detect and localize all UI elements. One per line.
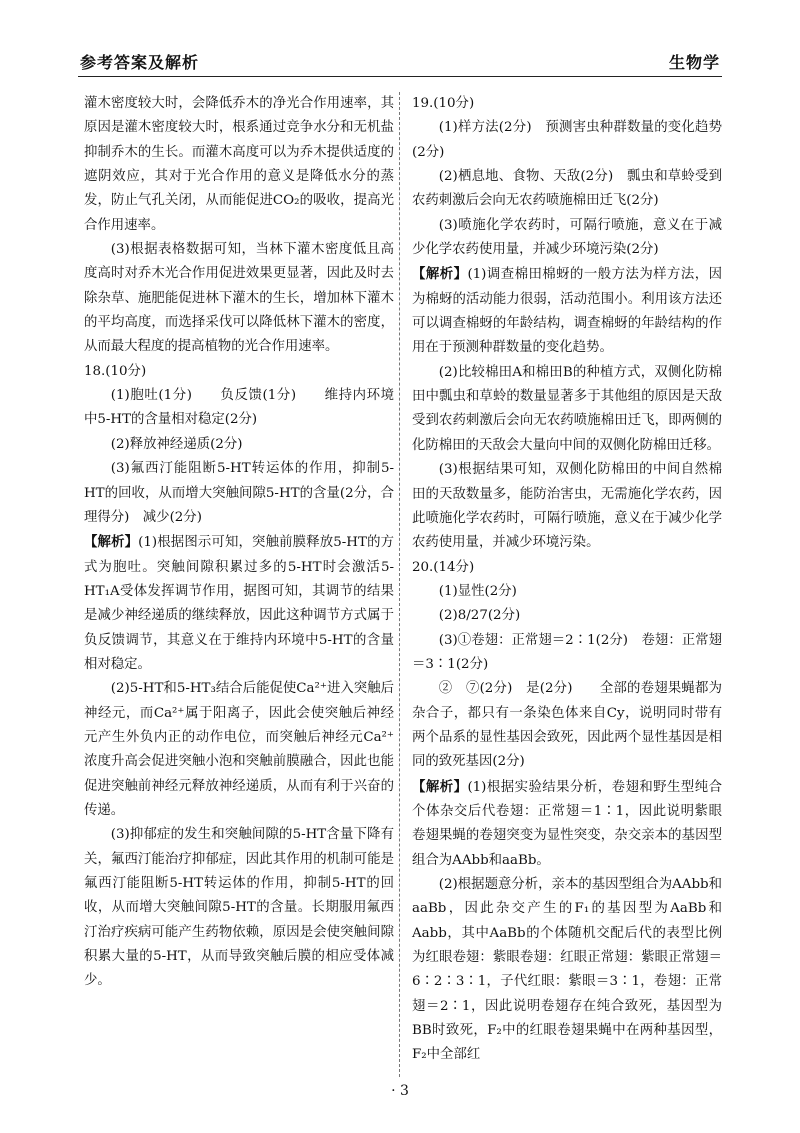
analysis-18-1-text: (1)根据图示可知，突触前膜释放5-HT的方式为胞吐。突触间隙积累过多的5-HT时会激活5-HT₁A受体发挥调节作用，据图可知，其调节的结果是减少神经递质的继续释放，因此这种调节方式属于负反馈调节，其意义在于维持内环境中5-HT的含量相对稳定。 bbox=[84, 535, 394, 672]
answer-19-3: (3)喷施化学农药时，可隔行喷施，意义在于减少化学农药使用量，并减少环境污染(2分) bbox=[412, 217, 722, 258]
answer-18-3: (3)氟西汀能阻断5-HT转运体的作用，抑制5-HT的回收，从而增大突触间隙5-HT的含量(2分，合理得分) 减少(2分) bbox=[84, 461, 394, 525]
page-header bbox=[78, 46, 722, 77]
left-column bbox=[84, 92, 394, 994]
right-column bbox=[412, 92, 722, 1068]
answer-18-2: (2)释放神经递质(2分) bbox=[110, 436, 243, 452]
analysis-18-2: (2)5-HT和5-HT₃结合后能促使Ca²⁺进入突触后神经元，而Ca²⁺属于阳离子，因此会使突触后神经元产生外负内正的动作电位，而突触后神经元Ca²⁺浓度升高会促进突触小泡和突触前膜融合，因此也能促进突触前神经元释放神经递质，从而有利于兴奋的传递。 bbox=[84, 681, 394, 818]
answer-20-3: (3)①卷翅：正常翅＝2∶1(2分) 卷翅：正常翅＝3∶1(2分) bbox=[412, 632, 722, 672]
analysis-19-3: (3)根据结果可知，双侧化防棉田的中间自然棉田的天敌数量多，能防治害虫，无需施化学农药，因此喷施化学农药时，可隔行喷施，意义在于减少化学农药使用量，并减少环境污染。 bbox=[412, 462, 722, 551]
analysis-20-1 bbox=[412, 775, 722, 873]
answer-20-2: (2)8/27(2分) bbox=[438, 608, 521, 624]
analysis-20-1-text: (1)根据实验结果分析，卷翅和野生型纯合个体杂交后代卷翅：正常翅＝1∶1，因此说明紫眼卷翅果蝇的卷翅突变为显性突变，杂交亲本的基因型组合为AAbb和aaBb。 bbox=[412, 779, 723, 868]
column-divider bbox=[399, 92, 400, 1077]
answer-19-1: (1)样方法(2分) 预测害虫种群数量的变化趋势(2分) bbox=[412, 120, 722, 160]
analysis-19-1 bbox=[412, 262, 722, 360]
question-19-heading: 19.(10分) bbox=[412, 96, 475, 111]
answer-20-1: (1)显性(2分) bbox=[438, 583, 517, 599]
question-20-heading: 20.(14分) bbox=[412, 559, 475, 575]
analysis-19-2: (2)比较棉田A和棉田B的种植方式，双侧化防棉田中瓢虫和草蛉的数量显著多于其他组的原因是天敌受到农药刺激后会向无农药喷施棉田迁飞，即两侧的化防棉田的天敌会大量向中间的双侧化防棉田迁移。 bbox=[412, 364, 722, 453]
header-subject: 生物学 bbox=[668, 53, 720, 72]
analysis-tag: 【解析】 bbox=[412, 778, 468, 795]
answer-20-4: ② ⑦(2分) 是(2分) 全部的卷翅果蝇都为杂合子，都只有一条染色体来自Cy，说明同时带有两个品系的显性基因会致死，因此两个显性基因是相同的致死基因(2分) bbox=[412, 681, 722, 770]
paragraph-17-2-answer: 灌木密度较大时，会降低乔木的净光合作用速率，其原因是灌木密度较大时，根系通过竞争水分和无机盐抑制乔木的生长。而灌木高度可以为乔木提供适度的遮阴效应，其对于光合作用的意义是降低水分的蒸发，防止气孔关闭，从而能促进CO₂的吸收，提高光合作用速率。 bbox=[84, 96, 394, 233]
paragraph-17-3-answer: (3)根据表格数据可知，当林下灌木密度低且高度高时对乔木光合作用促进效果更显著，因此及时去除杂草、施肥能促进林下灌木的生长，增加林下灌木的平均高度，而选择采伐可以降低林下灌木的密度，从而最大程度的提高植物的光合作用速率。 bbox=[84, 242, 394, 355]
question-18-heading: 18.(10分) bbox=[84, 363, 147, 379]
answer-18-1: (1)胞吐(1分) 负反馈(1分) 维持内环境中5-HT的含量相对稳定(2分) bbox=[84, 388, 394, 428]
analysis-20-2: (2)根据题意分析，亲本的基因型组合为AAbb和aaBb，因此杂交产生的F₁的基因型为AaBb和Aabb，其中AaBb的个体随机交配后代的表型比例为红眼卷翅：紫眼卷翅：红眼正常翅：紫眼正常翅＝6∶2∶3∶1，子代红眼：紫眼＝3∶1，卷翅：正常翅＝2∶1，因此说明卷翅存在纯合致死，基因型为BB时致死，F₂中的红眼卷翅果蝇中在两种基因型，F₂中全部红 bbox=[412, 877, 722, 1063]
analysis-18-3: (3)抑郁症的发生和突触间隙的5-HT含量下降有关，氟西汀能治疗抑郁症，因此其作用的机制可能是氟西汀能阻断5-HT转运体的作用，抑制5-HT的回收，从而增大突触间隙5-HT的含量。长期服用氟西汀治疗疾病可能产生药物依赖，原因是会使突触间隙积累大量的5-HT，从而导致突触后膜的相应受体减少。 bbox=[84, 827, 394, 989]
analysis-18-1 bbox=[84, 530, 394, 677]
analysis-tag: 【解析】 bbox=[412, 266, 468, 283]
page-number: · 3 bbox=[391, 1083, 409, 1099]
header-title: 参考答案及解析 bbox=[80, 53, 200, 72]
answer-19-2: (2)栖息地、食物、天敌(2分) 瓢虫和草蛉受到农药刺激后会向无农药喷施棉田迁飞(2分) bbox=[412, 169, 722, 209]
analysis-tag: 【解析】 bbox=[84, 534, 139, 551]
analysis-19-1-text: (1)调查棉田棉蚜的一般方法为样方法，因为棉蚜的活动能力很弱，活动范围小。利用该方法还可以调查棉蚜的年龄结构，调查棉蚜的年龄结构的作用在于预测种群数量的变化趋势。 bbox=[412, 267, 723, 356]
